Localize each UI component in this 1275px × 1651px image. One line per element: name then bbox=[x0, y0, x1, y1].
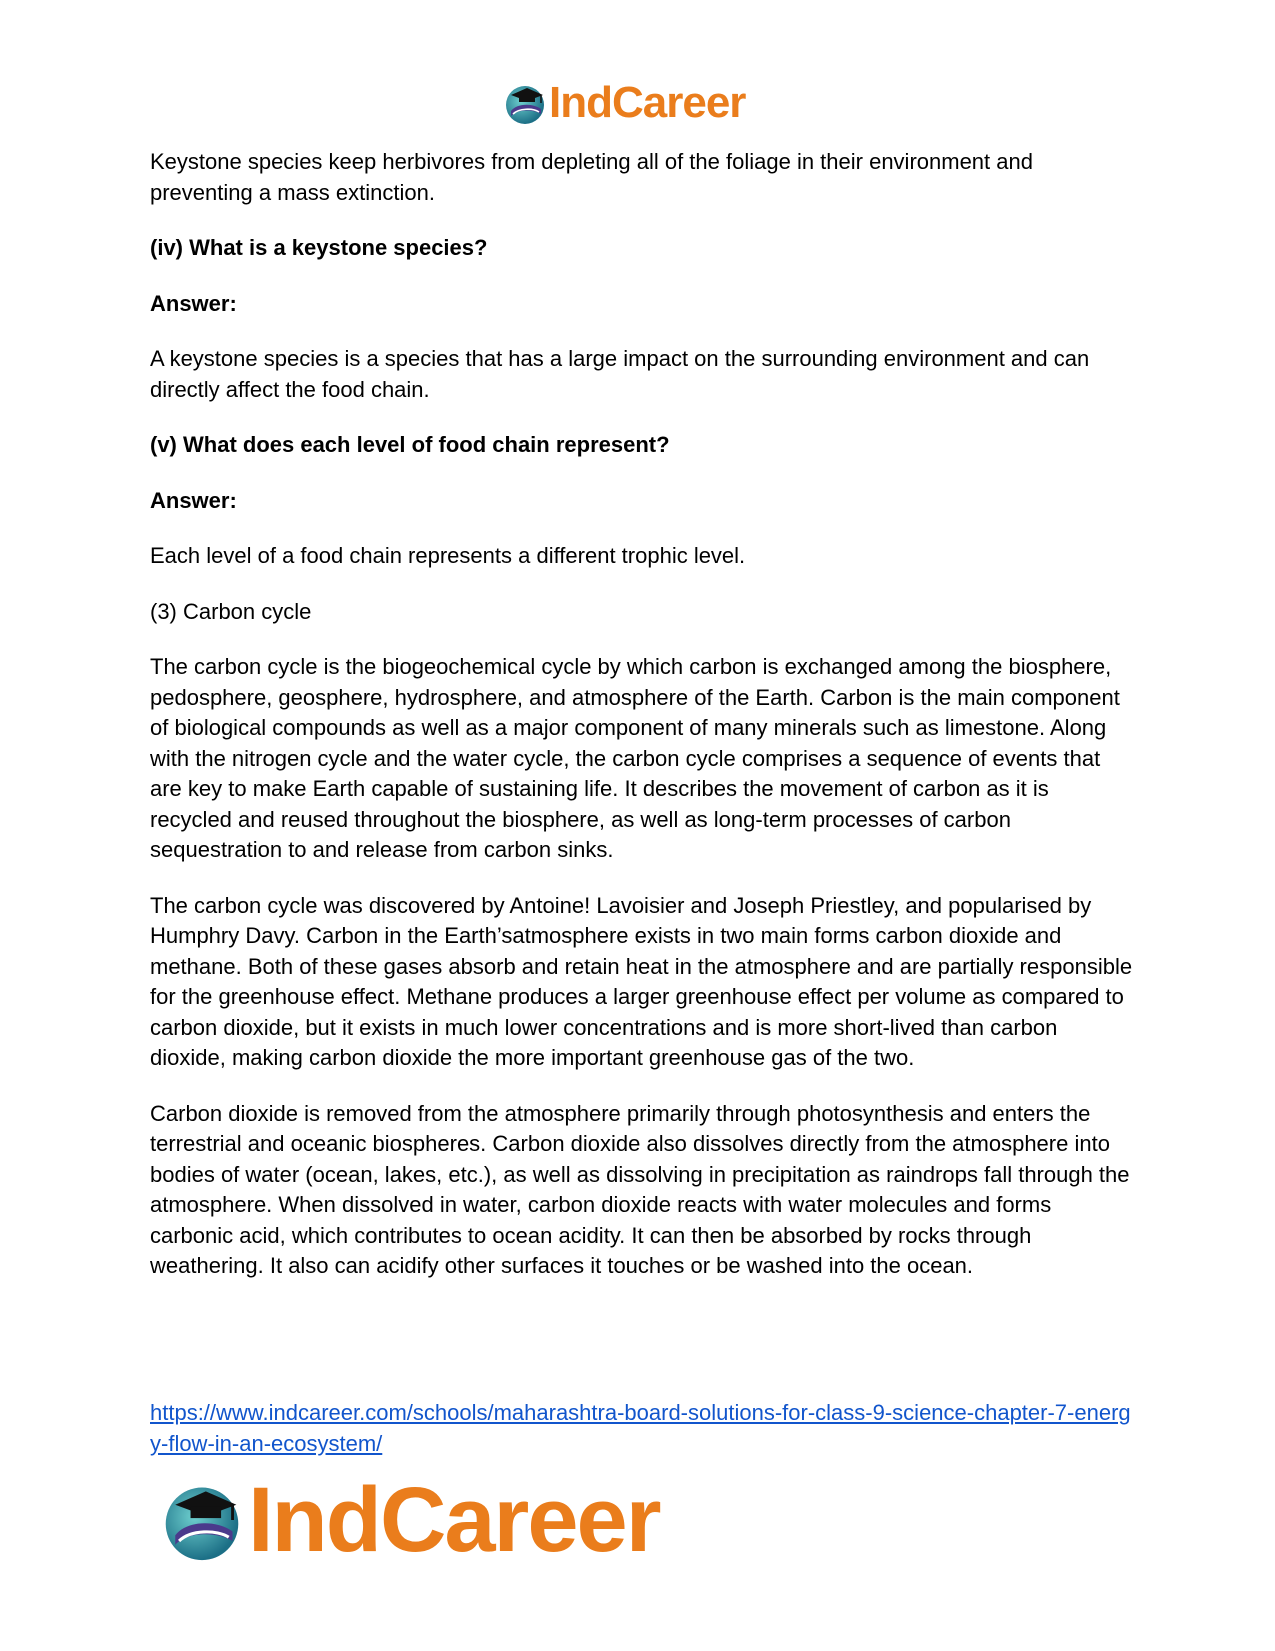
source-link[interactable]: https://www.indcareer.com/schools/maharashtra-board-solutions-for-class-9-science-chapter-7-energy-flow-in-an-ecosystem/ bbox=[150, 1400, 1131, 1456]
body-paragraph: Each level of a food chain represents a different trophic level. bbox=[150, 543, 746, 568]
body-paragraph: Keystone species keep herbivores from depleting all of the foliage in their environment and preventing a mass extinction. bbox=[150, 149, 1033, 205]
header-logo-text: IndCareer bbox=[549, 78, 746, 127]
header-logo bbox=[503, 78, 745, 128]
source-link-block bbox=[150, 1398, 1135, 1459]
question-heading: (v) What does each level of food chain represent? bbox=[150, 432, 670, 457]
body-paragraph: The carbon cycle is the biogeochemical cycle by which carbon is exchanged among the biosphere, pedosphere, geosphere, hydrosphere, and atmosphere of the Earth. Carbon is the main component of biological compounds as well as a major component of many minerals such as limestone. Along with the nitrogen cycle and the water cycle, the carbon cycle comprises a sequence of events that are key to make Earth capable of sustaining life. It describes the movement of carbon as it is recycled and reused throughout the biosphere, as well as long-term processes of carbon sequestration to and release from carbon sinks. bbox=[150, 654, 1120, 862]
document-body bbox=[150, 147, 1135, 1307]
body-paragraph: A keystone species is a species that has a large impact on the surrounding environment and can directly affect the food chain. bbox=[150, 346, 1090, 402]
body-paragraph: (3) Carbon cycle bbox=[150, 598, 312, 624]
graduation-cap-globe-icon bbox=[503, 81, 547, 125]
body-paragraph: The carbon cycle was discovered by Antoine! Lavoisier and Joseph Priestley, and popularised by Humphry Davy. Carbon in the Earth’satmosphere exists in two main forms carbon dioxide and methane. Both of these gases absorb and retain heat in the atmosphere and are partially responsible for the greenhouse effect. Methane produces a larger greenhouse effect per volume as compared to carbon dioxide, but it exists in much lower concentrations and is more short-lived than carbon dioxide, making carbon dioxide the more important greenhouse gas of the two. bbox=[150, 892, 1133, 1070]
body-paragraph: Carbon dioxide is removed from the atmosphere primarily through photosynthesis and enters the terrestrial and oceanic biospheres. Carbon dioxide also dissolves directly from the atmosphere into bodies of water (ocean, lakes, etc.), as well as dissolving in precipitation as raindrops fall through the atmosphere. When dissolved in water, carbon dioxide reacts with water molecules and forms carbonic acid, which contributes to ocean acidity. It can then be absorbed by rocks through weathering. It also can acidify other surfaces it touches or be washed into the ocean. bbox=[150, 1100, 1130, 1278]
graduation-cap-globe-icon bbox=[160, 1478, 244, 1562]
footer-logo-text: IndCareer bbox=[248, 1469, 660, 1571]
question-heading: Answer: bbox=[150, 487, 237, 513]
footer-logo bbox=[160, 1470, 660, 1570]
question-heading: (iv) What is a keystone species? bbox=[150, 235, 488, 260]
question-heading: Answer: bbox=[150, 290, 237, 316]
